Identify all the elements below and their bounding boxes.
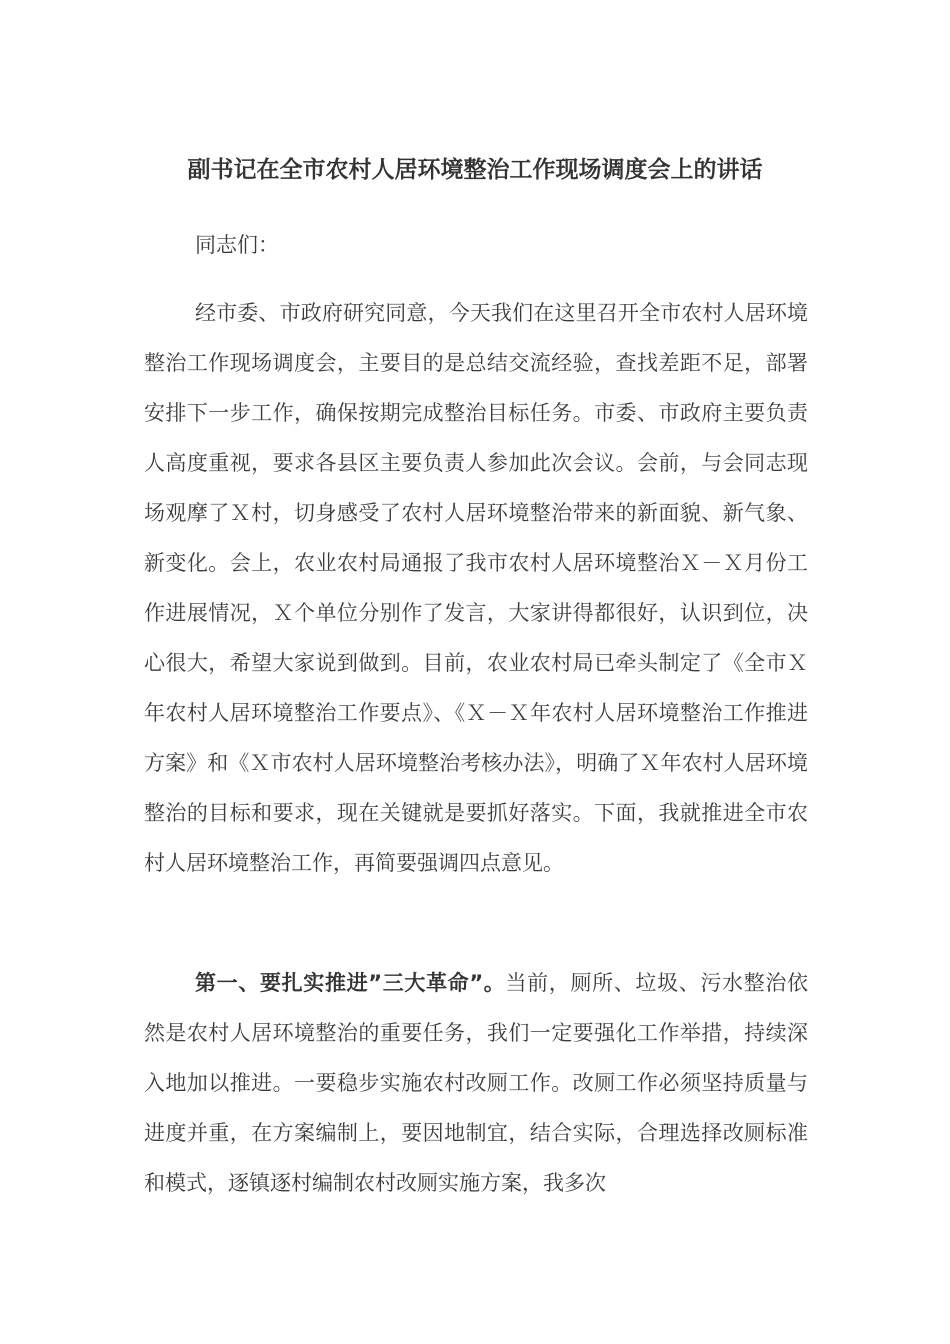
paragraph-intro: 经市委、市政府研究同意，今天我们在这里召开全市农村人居环境整治工作现场调度会，主要目的是总结交流经验，查找差距不足，部署安排下一步工作，确保按期完成整治目标任务。市委、市政府主要负责人高度重视，要求各县区主要负责人参加此次会议。会前，与会同志现场观摩了Ｘ村，切身感受了农村人居环境整治带来的新面貌、新气象、新变化。会上，农业农村局通报了我市农村人居环境整治Ｘ－Ｘ月份工作进展情况，Ｘ个单位分别作了发言，大家讲得都很好，认识到位，决心很大，希望大家说到做到。目前，农业农村局已牵头制定了《全市Ｘ年农村人居环境整治工作要点》、《Ｘ－Ｘ年农村人居环境整治工作推进方案》和《Ｘ市农村人居环境整治考核办法》，明确了Ｘ年农村人居环境整治的目标和要求，现在关键就是要抓好落实。下面，我就推进全市农村人居环境整治工作，再简要强调四点意见。: [144, 301, 808, 875]
paragraph-heading: 第一、要扎实推进”三大革命”。: [195, 971, 506, 995]
paragraph-first-point: [144, 958, 808, 1208]
salutation: 同志们：: [195, 233, 279, 257]
document-title: 副书记在全市农村人居环境整治工作现场调度会上的讲话: [187, 157, 763, 183]
paragraph-body: 当前，厕所、垃圾、污水整治依然是农村人居环境整治的重要任务，我们一定要强化工作举措，持续深入地加以推进。一要稳步实施农村改厕工作。改厕工作必须坚持质量与进度并重，在方案编制上，要因地制宜，结合实际，合理选择改厕标准和模式，逐镇逐村编制农村改厕实施方案，我多次: [144, 971, 809, 1195]
